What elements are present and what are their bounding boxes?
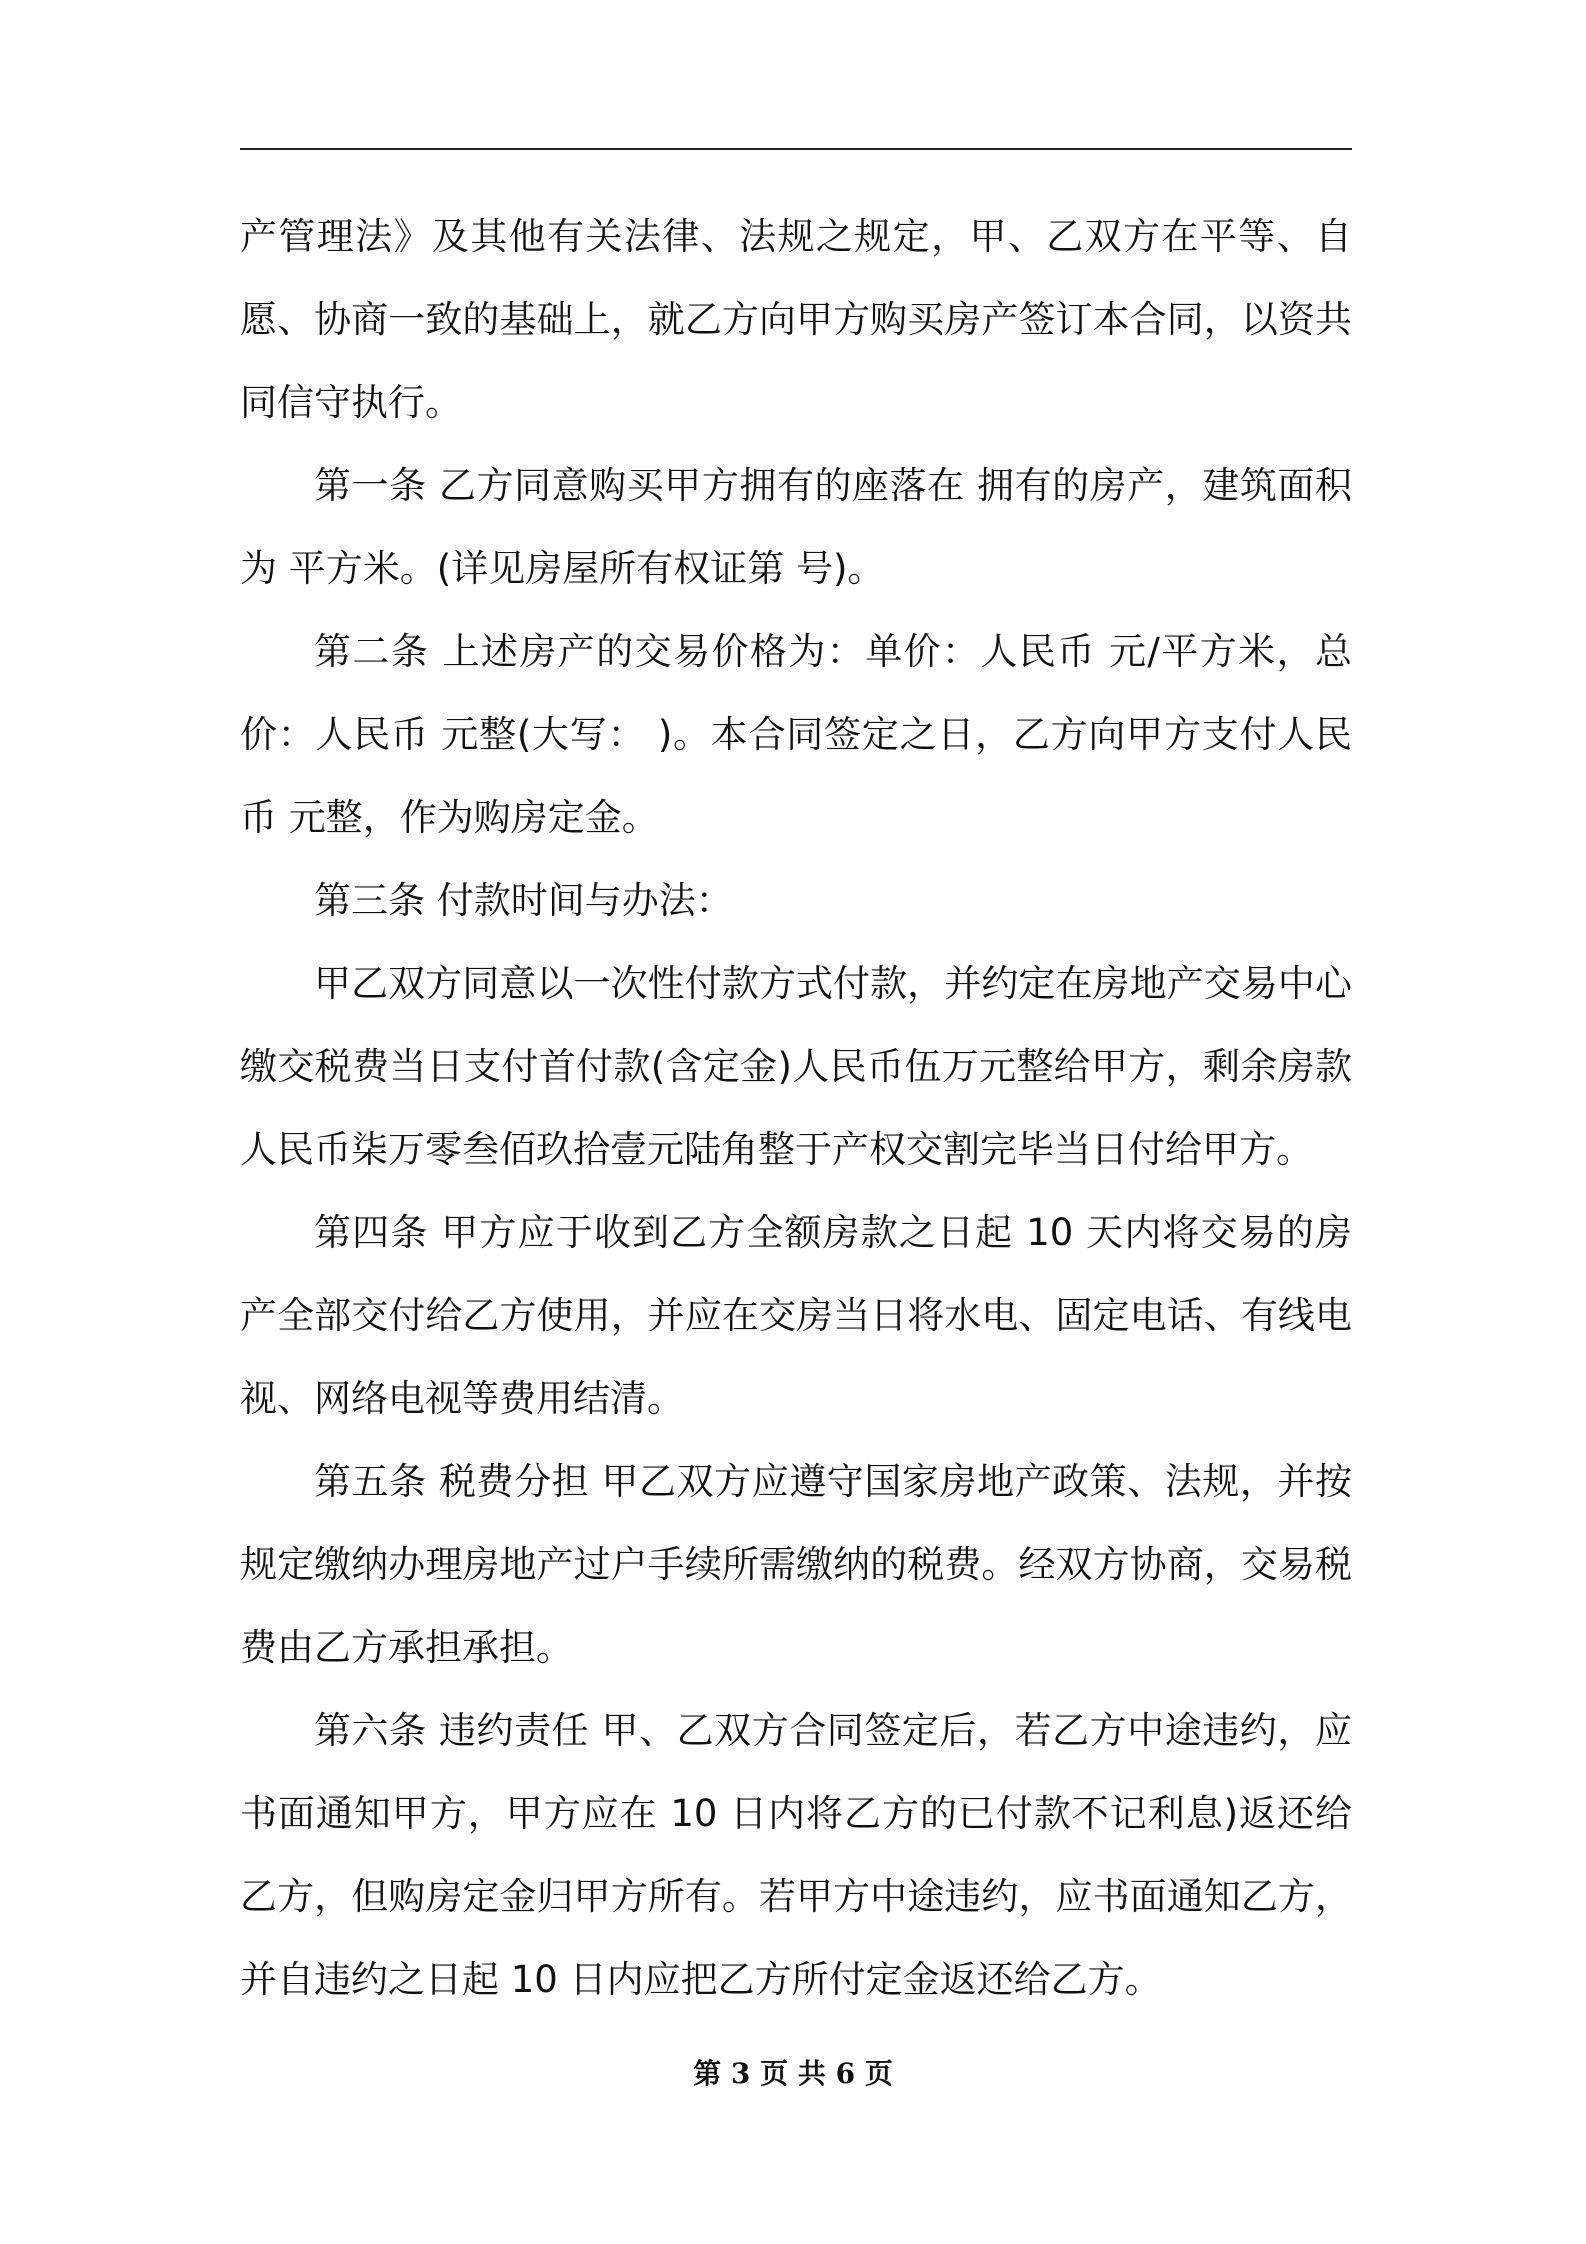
paragraph-preamble-continuation: 产管理法》及其他有关法律、法规之规定，甲、乙双方在平等、自愿、协商一致的基础上，就乙方向甲方购买房产签订本合同，以资共同信守执行。: [240, 215, 1352, 424]
paragraph-article-3: 第三条 付款时间与办法：: [314, 879, 733, 922]
paragraph-article-4: 第四条 甲方应于收到乙方全额房款之日起 10 天内将交易的房产全部交付给乙方使用，并应在交房当日将水电、固定电话、有线电视、网络电视等费用结清。: [240, 1211, 1352, 1420]
paragraph-payment-terms: 甲乙双方同意以一次性付款方式付款，并约定在房地产交易中心缴交税费当日支付首付款(含定金)人民币伍万元整给甲方，剩余房款人民币柒万零叁佰玖拾壹元陆角整于产权交割完毕当日付给甲方。: [240, 962, 1352, 1171]
page-number-footer: 第 3 页 共 6 页: [693, 2057, 893, 2090]
header-divider: [240, 148, 1352, 150]
document-body: [240, 195, 1352, 2021]
paragraph-article-6: 第六条 违约责任 甲、乙双方合同签定后，若乙方中途违约，应书面通知甲方，甲方应在 10 日内将乙方的已付款不记利息)返还给乙方，但购房定金归甲方所有。若甲方中途违约，应书面通知乙方，并自违约之日起 10 日内应把乙方所付定金返还给乙方。: [240, 1709, 1352, 2001]
paragraph-article-1: 第一条 乙方同意购买甲方拥有的座落在 拥有的房产，建筑面积为 平方米。(详见房屋所有权证第 号)。: [240, 464, 1352, 590]
paragraph-article-5: 第五条 税费分担 甲乙双方应遵守国家房地产政策、法规，并按规定缴纳办理房地产过户手续所需缴纳的税费。经双方协商，交易税费由乙方承担承担。: [240, 1460, 1352, 1669]
paragraph-article-2: 第二条 上述房产的交易价格为：单价：人民币 元/平方米，总价：人民币 元整(大写： )。本合同签定之日，乙方向甲方支付人民币 元整，作为购房定金。: [240, 630, 1352, 839]
